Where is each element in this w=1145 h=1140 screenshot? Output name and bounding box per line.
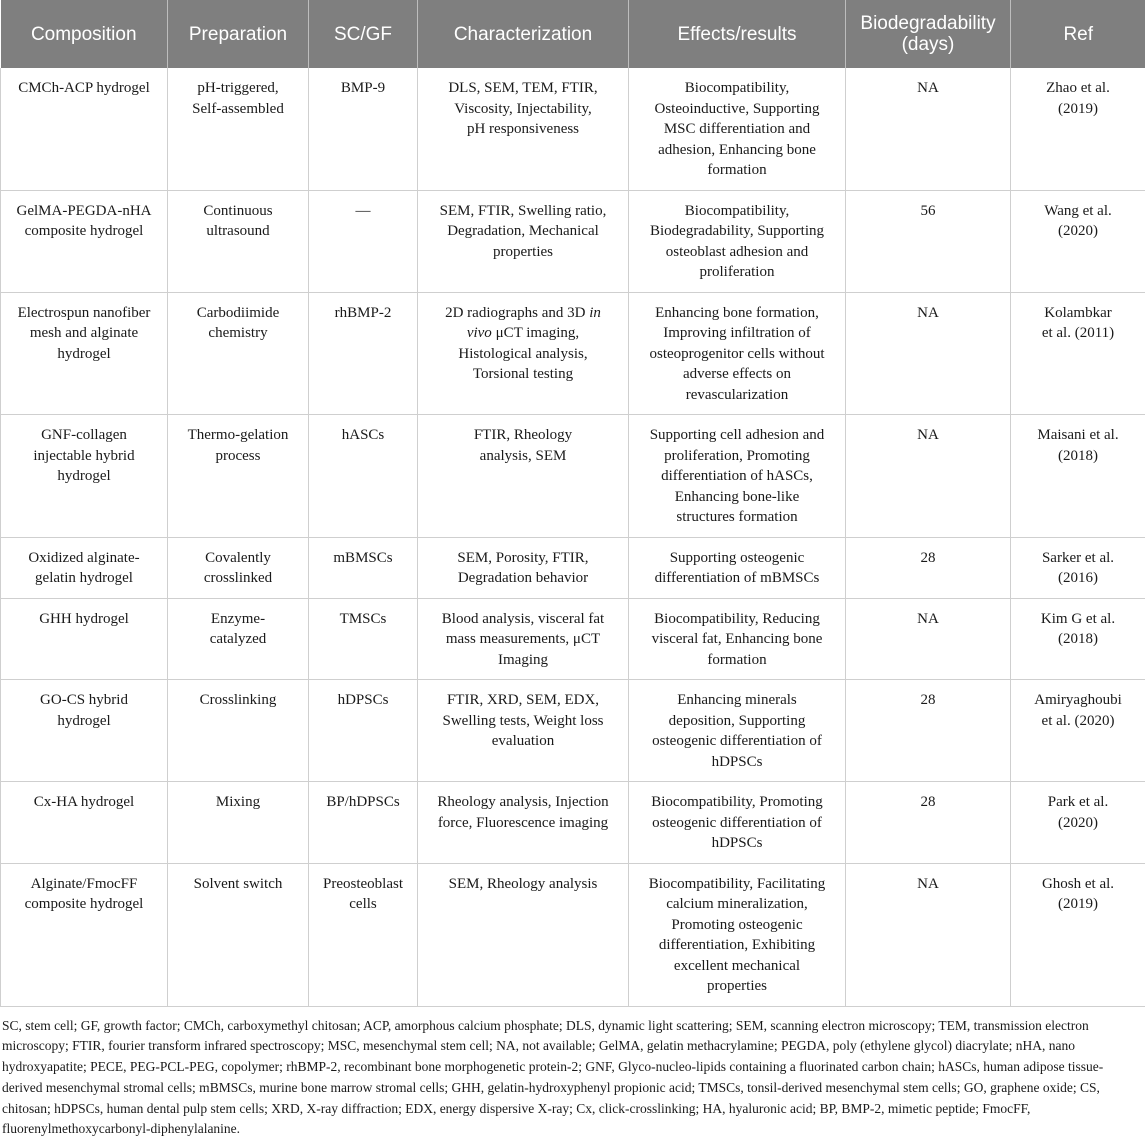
header-composition: Composition	[1, 0, 168, 68]
cell-composition: GHH hydrogel	[1, 598, 168, 680]
cell-effects: Biocompatibility, Facilitating calcium mineralization, Promoting osteogenic differentiation, Exhibiting excellent mechanical properties	[629, 863, 846, 1006]
table-row	[1, 863, 1145, 1006]
cell-biodegradability: NA	[846, 598, 1011, 680]
cell-biodegradability: NA	[846, 415, 1011, 538]
cell-effects: Biocompatibility, Promoting osteogenic differentiation of hDPSCs	[629, 782, 846, 864]
cell-preparation: Enzyme- catalyzed	[168, 598, 309, 680]
cell-sc-gf: BMP-9	[309, 68, 418, 190]
cell-preparation: Mixing	[168, 782, 309, 864]
cell-preparation: Continuous ultrasound	[168, 190, 309, 292]
characterization-text: 2D radiographs and 3D	[445, 305, 589, 321]
header-ref: Ref	[1011, 0, 1145, 68]
cell-ref: Amiryaghoubi et al. (2020)	[1011, 680, 1145, 782]
cell-characterization: SEM, Porosity, FTIR, Degradation behavior	[418, 537, 629, 598]
cell-biodegradability: NA	[846, 68, 1011, 190]
cell-composition: Cx-HA hydrogel	[1, 782, 168, 864]
cell-composition: CMCh-ACP hydrogel	[1, 68, 168, 190]
cell-ref: Maisani et al. (2018)	[1011, 415, 1145, 538]
table-row	[1, 782, 1145, 864]
cell-biodegradability: NA	[846, 292, 1011, 415]
cell-effects: Biocompatibility, Biodegradability, Supporting osteoblast adhesion and proliferation	[629, 190, 846, 292]
cell-composition: GNF-collagen injectable hybrid hydrogel	[1, 415, 168, 538]
cell-ref: Kolambkar et al. (2011)	[1011, 292, 1145, 415]
cell-sc-gf: TMSCs	[309, 598, 418, 680]
header-preparation: Preparation	[168, 0, 309, 68]
cell-sc-gf: mBMSCs	[309, 537, 418, 598]
table-footnote: SC, stem cell; GF, growth factor; CMCh, carboxymethyl chitosan; ACP, amorphous calcium phosphate; DLS, dynamic light scattering; SEM, scanning electron microscopy; TEM, transmission electron microscopy; FTIR, fourier transform infrared spectroscopy; MSC, mesenchymal stem cell; NA, not available; GelMA, gelatin methacrylamine; PEGDA, poly (ethylene glycol) diacrylate; nHA, nano hydroxyapatite; PECE, PEG-PCL-PEG, copolymer; rhBMP-2, recombinant bone morphogenetic protein-2; GNF, Glyco-nucleo-lipids containing a fluorinated carbon chain; hASCs, human adipose tissue-derived mesenchymal stromal cells; mBMSCs, murine bone marrow stromal cells; GHH, gelatin-hydroxyphenyl propionic acid; TMSCs, tonsil-derived mesenchymal stem cells; GO, graphene oxide; CS, chitosan; hDPSCs, human dental pulp stem cells; XRD, X-ray diffraction; EDX, energy dispersive X-ray; Cx, click-crosslinking; HA, hyaluronic acid; BP, BMP-2, mimetic peptide; FmocFF, fluorenylmethoxycarbonyl-diphenylalanine.	[0, 1007, 1145, 1140]
cell-sc-gf: BP/hDPSCs	[309, 782, 418, 864]
cell-effects: Enhancing minerals deposition, Supporting osteogenic differentiation of hDPSCs	[629, 680, 846, 782]
cell-preparation: Solvent switch	[168, 863, 309, 1006]
header-characterization: Characterization	[418, 0, 629, 68]
cell-sc-gf: hASCs	[309, 415, 418, 538]
cell-characterization: SEM, FTIR, Swelling ratio, Degradation, Mechanical properties	[418, 190, 629, 292]
table-body	[1, 68, 1145, 1006]
cell-characterization	[418, 292, 629, 415]
cell-ref: Ghosh et al. (2019)	[1011, 863, 1145, 1006]
cell-composition: GelMA-PEGDA-nHA composite hydrogel	[1, 190, 168, 292]
table-row	[1, 537, 1145, 598]
cell-biodegradability: 56	[846, 190, 1011, 292]
cell-effects: Biocompatibility, Reducing visceral fat, Enhancing bone formation	[629, 598, 846, 680]
cell-ref: Kim G et al. (2018)	[1011, 598, 1145, 680]
cell-biodegradability: 28	[846, 782, 1011, 864]
characterization-italic: in vivo	[467, 305, 601, 342]
header-effects-results: Effects/results	[629, 0, 846, 68]
table-row	[1, 190, 1145, 292]
header-biodegradability: Biodegradability (days)	[846, 0, 1011, 68]
cell-ref: Zhao et al. (2019)	[1011, 68, 1145, 190]
cell-effects: Biocompatibility, Osteoinductive, Supporting MSC differentiation and adhesion, Enhancing bone formation	[629, 68, 846, 190]
cell-biodegradability: NA	[846, 863, 1011, 1006]
cell-characterization: SEM, Rheology analysis	[418, 863, 629, 1006]
table-header	[1, 0, 1145, 68]
cell-ref: Sarker et al. (2016)	[1011, 537, 1145, 598]
cell-preparation: Carbodiimide chemistry	[168, 292, 309, 415]
cell-characterization: FTIR, Rheology analysis, SEM	[418, 415, 629, 538]
characterization-text: μCT imaging, Histological analysis, Torsional testing	[458, 325, 587, 382]
cell-preparation: Covalently crosslinked	[168, 537, 309, 598]
cell-characterization: Rheology analysis, Injection force, Fluorescence imaging	[418, 782, 629, 864]
cell-composition: Oxidized alginate- gelatin hydrogel	[1, 537, 168, 598]
table-row	[1, 415, 1145, 538]
cell-characterization: FTIR, XRD, SEM, EDX, Swelling tests, Weight loss evaluation	[418, 680, 629, 782]
cell-sc-gf: hDPSCs	[309, 680, 418, 782]
cell-biodegradability: 28	[846, 537, 1011, 598]
table-row	[1, 68, 1145, 190]
cell-preparation: Thermo-gelation process	[168, 415, 309, 538]
cell-effects: Supporting osteogenic differentiation of mBMSCs	[629, 537, 846, 598]
header-row	[1, 0, 1145, 68]
cell-preparation: pH-triggered, Self-assembled	[168, 68, 309, 190]
cell-ref: Wang et al. (2020)	[1011, 190, 1145, 292]
cell-effects: Enhancing bone formation, Improving infiltration of osteoprogenitor cells without adverse effects on revascularization	[629, 292, 846, 415]
cell-biodegradability: 28	[846, 680, 1011, 782]
cell-composition: Electrospun nanofiber mesh and alginate hydrogel	[1, 292, 168, 415]
cell-sc-gf: —	[309, 190, 418, 292]
cell-effects: Supporting cell adhesion and proliferation, Promoting differentiation of hASCs, Enhancing bone-like structures formation	[629, 415, 846, 538]
header-sc-gf: SC/GF	[309, 0, 418, 68]
cell-composition: GO-CS hybrid hydrogel	[1, 680, 168, 782]
cell-characterization: DLS, SEM, TEM, FTIR, Viscosity, Injectability, pH responsiveness	[418, 68, 629, 190]
table-row	[1, 680, 1145, 782]
cell-composition: Alginate/FmocFF composite hydrogel	[1, 863, 168, 1006]
cell-ref: Park et al. (2020)	[1011, 782, 1145, 864]
table-row	[1, 292, 1145, 415]
cell-sc-gf: rhBMP-2	[309, 292, 418, 415]
cell-characterization: Blood analysis, visceral fat mass measurements, μCT Imaging	[418, 598, 629, 680]
cell-preparation: Crosslinking	[168, 680, 309, 782]
table-row	[1, 598, 1145, 680]
cell-sc-gf: Preosteoblast cells	[309, 863, 418, 1006]
